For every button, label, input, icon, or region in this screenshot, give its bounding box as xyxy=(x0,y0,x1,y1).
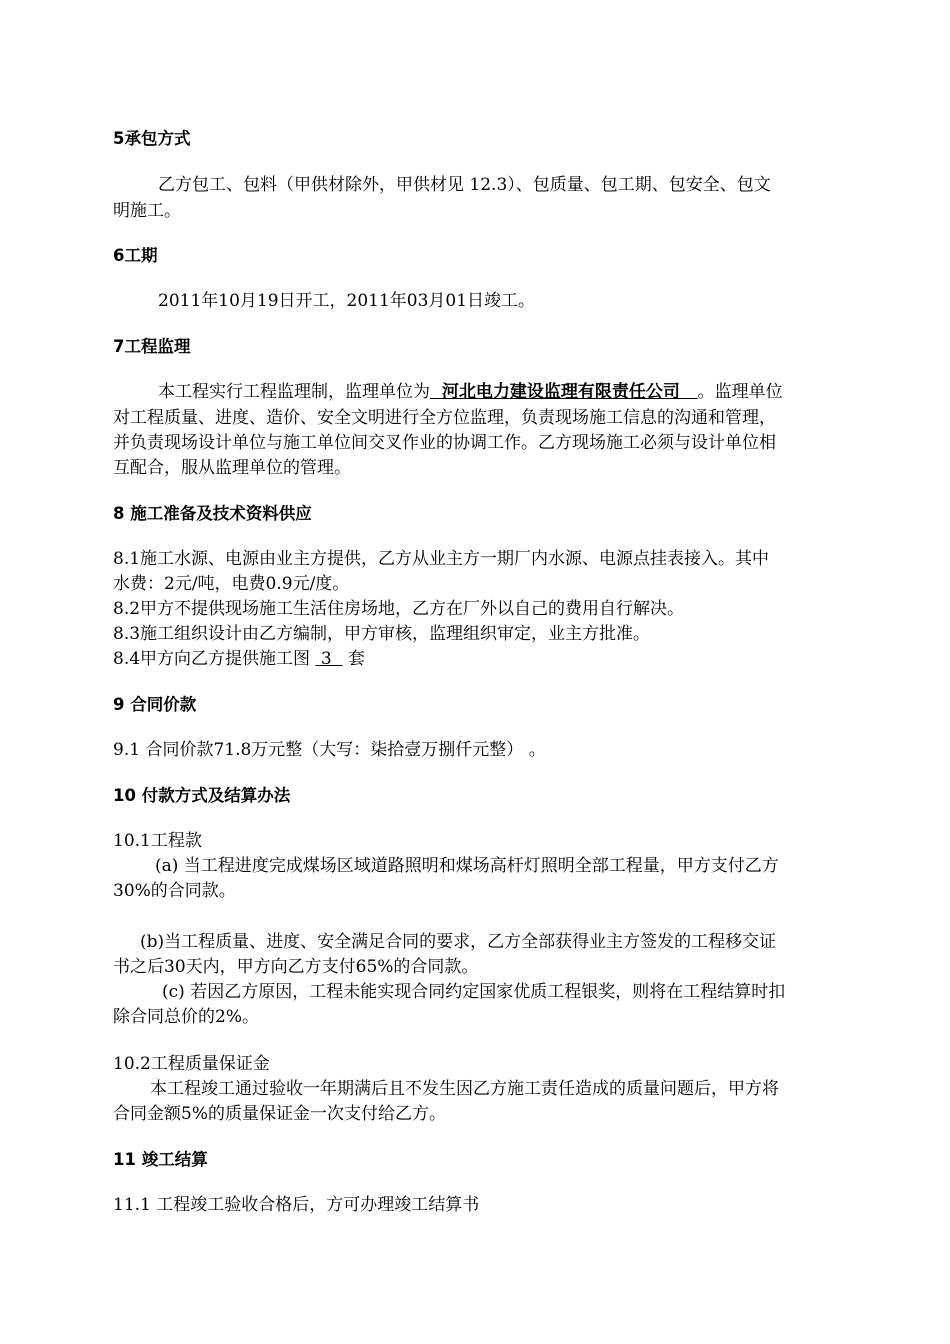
section-10-c-line-2: 除合同总价的2%。 xyxy=(113,1007,259,1027)
section-8-item-1-line-1: 8.1施工水源、电源由业主方提供，乙方从业主方一期厂内水源、电源点挂表接入。其中 xyxy=(113,549,770,569)
section-7-text-line-2: 对工程质量、进度、造价、安全文明进行全方位监理，负责现场施工信息的沟通和管理， xyxy=(113,408,776,428)
section-10-heading: 10 付款方式及结算办法 xyxy=(113,786,291,805)
section-6-text: 2011年10月19日开工，2011年03月01日竣工。 xyxy=(158,291,536,311)
section-5-text-line-2: 明施工。 xyxy=(113,201,181,221)
section-11-heading: 11 竣工结算 xyxy=(113,1150,208,1169)
section-10-a-line-2: 30%的合同款。 xyxy=(113,881,236,901)
section-10-b-line-2: 书之后30天内，甲方向乙方支付65%的合同款。 xyxy=(113,957,479,977)
supervisor-company-name: 河北电力建设监理有限责任公司 xyxy=(430,382,698,402)
section-10-sub-2: 10.2工程质量保证金 xyxy=(113,1054,270,1074)
section-8-item-2: 8.2甲方不提供现场施工生活住房场地，乙方在厂外以自己的费用自行解决。 xyxy=(113,599,685,619)
section-10-b-line-1: (b)当工程质量、进度、安全满足合同的要求，乙方全部获得业主方签发的工程移交证 xyxy=(140,932,777,952)
section-11-item-1: 11.1 工程竣工验收合格后，方可办理竣工结算书 xyxy=(113,1195,480,1215)
section-9-heading: 9 合同价款 xyxy=(113,695,197,714)
drawing-set-count: 3 xyxy=(315,649,343,669)
section-6-heading: 6工期 xyxy=(113,246,158,265)
section-7-heading: 7工程监理 xyxy=(113,337,191,356)
section-10-q-line-2: 合同金额5%的质量保证金一次支付给乙方。 xyxy=(113,1104,446,1124)
section-5-text-line-1: 乙方包工、包料（甲供材除外，甲供材见 12.3）、包质量、包工期、包安全、包文 xyxy=(158,175,771,195)
section-10-q-line-1: 本工程竣工通过验收一年期满后且不发生因乙方施工责任造成的质量问题后，甲方将 xyxy=(150,1079,779,1099)
section-7-text-pre: 本工程实行工程监理制，监理单位为 xyxy=(158,382,430,402)
section-9-item-1: 9.1 合同价款71.8万元整（大写：柒拾壹万捌仟元整） 。 xyxy=(113,740,546,760)
section-10-sub-1: 10.1工程款 xyxy=(113,831,202,851)
section-8-heading: 8 施工准备及技术资料供应 xyxy=(113,504,312,523)
section-8-item-4 xyxy=(113,648,365,670)
section-7-text-line-1 xyxy=(158,381,783,403)
section-8-item-1-line-2: 水费：2元/吨，电费0.9元/度。 xyxy=(113,574,350,594)
section-8-item-3: 8.3施工组织设计由乙方编制，甲方审核，监理组织审定，业主方批准。 xyxy=(113,624,651,644)
section-7-text-line-3: 并负责现场设计单位与施工单位间交叉作业的协调工作。乙方现场施工必须与设计单位相 xyxy=(113,433,776,453)
section-10-c-line-1: (c) 若因乙方原因，工程未能实现合同约定国家优质工程银奖，则将在工程结算时扣 xyxy=(162,982,786,1002)
section-7-text-post: 。监理单位 xyxy=(697,382,783,402)
section-8-item-4-post: 套 xyxy=(342,649,365,669)
section-10-a-line-1: (a) 当工程进度完成煤场区域道路照明和煤场高杆灯照明全部工程量，甲方支付乙方 xyxy=(155,856,779,876)
section-7-text-line-4: 互配合，服从监理单位的管理。 xyxy=(113,458,351,478)
section-8-item-4-pre: 8.4甲方向乙方提供施工图 xyxy=(113,649,316,669)
section-5-heading: 5承包方式 xyxy=(113,129,191,148)
